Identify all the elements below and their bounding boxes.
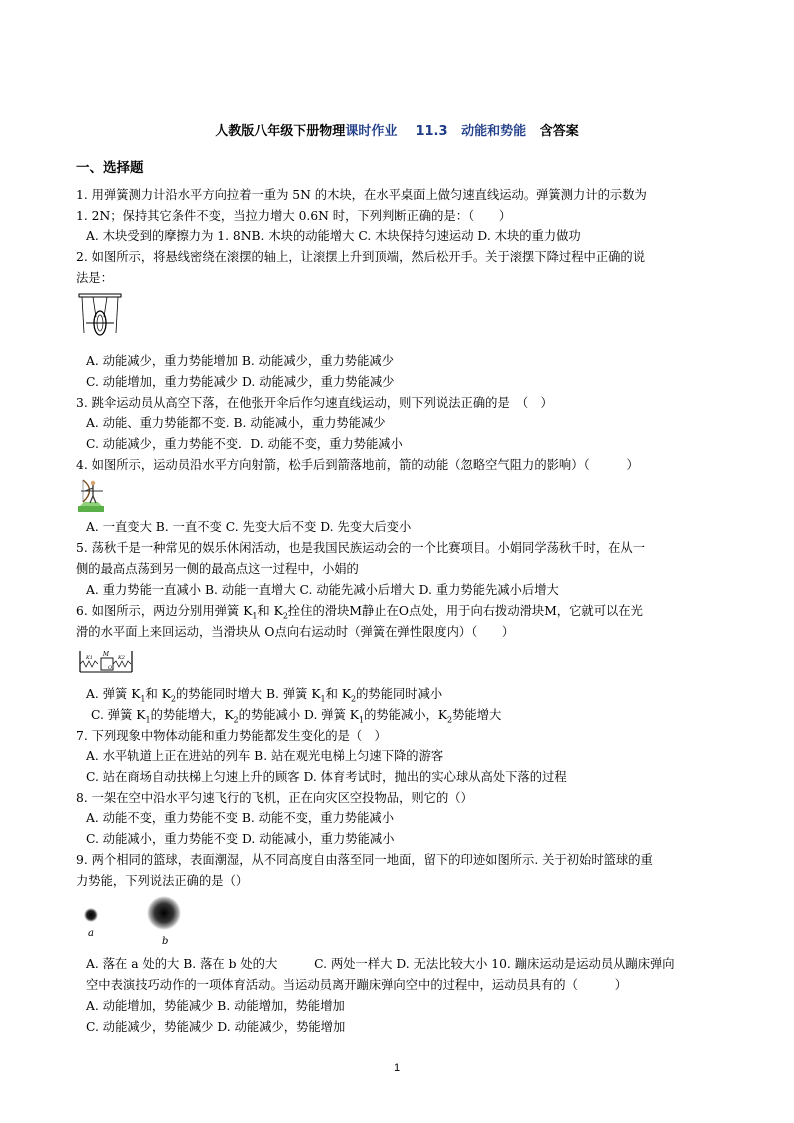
q7-options-2: C. 站在商场自动扶梯上匀速上升的顾客 D. 体育考试时，抛出的实心球从高处下落的过程 bbox=[86, 770, 567, 784]
title-chapter: 11.3 bbox=[415, 124, 448, 139]
ball-a-label: a bbox=[88, 928, 94, 939]
spring-k2-label: K2 bbox=[118, 655, 125, 661]
ball-b-label: b bbox=[162, 936, 169, 947]
q6-options-1: A. 弹簧 $K_1$和 $K_2$的势能同时增大 B. 弹簧 $K_1$和 $K_2$的势能同时减小 bbox=[86, 687, 443, 704]
archer-figure bbox=[78, 476, 104, 512]
title-homework: 课时作业 bbox=[345, 124, 398, 139]
q2-options-1: A. 动能减少，重力势能增加 B. 动能减少，重力势能减少 bbox=[86, 354, 394, 368]
ball-print-a bbox=[84, 908, 98, 922]
roller-pendulum-figure bbox=[78, 293, 122, 341]
q3-options-1: A. 动能、重力势能都不变. B. 动能减小，重力势能减少 bbox=[86, 416, 386, 430]
spring-k1-label: K1 bbox=[86, 655, 93, 661]
q1-options: A. 木块受到的摩擦力为 1. 8NB. 木块的动能增大 C. 木块保持匀速运动 D. 木块的重力做功 bbox=[86, 229, 581, 243]
q8-options-2: C. 动能减小，重力势能不变 D. 动能减小，重力势能减小 bbox=[86, 832, 395, 846]
q2-line-1: 2. 如图所示，将悬线密绕在滚摆的轴上，让滚摆上升到顶端，然后松开手。关于滚摆下降过程中正确的说 bbox=[76, 250, 646, 264]
ball-print-b bbox=[147, 896, 181, 930]
q6-line-2: 滑的水平面上来回运动，当滑块从 O点向右运动时（弹簧在弹性限度内）（ ） bbox=[76, 625, 515, 639]
q7-line-1: 7. 下列现象中物体动能和重力势能都发生变化的是（ ） bbox=[76, 729, 387, 743]
q2-line-2: 法是： bbox=[76, 271, 113, 285]
q9-options: A. 落在 a 处的大 B. 落在 b 处的大 C. 两处一样大 D. 无法比较大小 10. 蹦床运动是运动员从蹦床弹向 bbox=[86, 957, 675, 971]
q3-options-2: C. 动能减少，重力势能不变．D. 动能不变，重力势能减小 bbox=[86, 437, 403, 451]
q1-line-2: 1. 2N；保持其它条件不变，当拉力增大 0.6N 时，下列判断正确的是：（ ） bbox=[76, 209, 512, 223]
q3-line-1: 3. 跳伞运动员从高空下落，在他张开伞后作匀速直线运动，则下列说法正确的是 （ ） bbox=[76, 396, 553, 410]
q8-options-1: A. 动能不变，重力势能不变 B. 动能不变，重力势能减小 bbox=[86, 811, 394, 825]
q9-line-2: 力势能，下列说法正确的是（） bbox=[76, 874, 249, 888]
spring-m-label: M bbox=[102, 651, 110, 658]
q7-options-1: A. 水平轨道上正在进站的列车 B. 站在观光电梯上匀速下降的游客 bbox=[86, 749, 444, 763]
q6-options-2: C. 弹簧 $K_1$的势能增大，$K_2$的势能减小 D. 弹簧 $K_1$的势能减小，$K_2$势能增大 bbox=[91, 708, 502, 725]
section-heading: 一、选择题 bbox=[76, 160, 144, 176]
q9-line-1: 9. 两个相同的篮球，表面潮湿，从不同高度自由落至同一地面，留下的印迹如图所示. 关于初始时篮球的重 bbox=[76, 853, 653, 867]
page-number: 1 bbox=[393, 1062, 401, 1074]
title-suffix: 含答案 bbox=[539, 124, 579, 139]
q10-options-2: C. 动能减少，势能减少 D. 动能减少，势能增加 bbox=[86, 1020, 346, 1034]
q8-line-1: 8. 一架在空中沿水平匀速飞行的飞机，正在向灾区空投物品，则它的（） bbox=[76, 791, 473, 805]
ball-prints-figure bbox=[80, 896, 190, 948]
q5-line-1: 5. 荡秋千是一种常见的娱乐休闲活动，也是我国民族运动会的一个比赛项目。小娟同学荡秋千时，在从一 bbox=[76, 541, 646, 555]
spring-slider-figure bbox=[78, 648, 134, 676]
page-title bbox=[0, 120, 794, 139]
q2-options-2: C. 动能增加，重力势能减少 D. 动能减少，重力势能减少 bbox=[86, 375, 395, 389]
q10-options-1: A. 动能增加，势能减少 B. 动能增加，势能增加 bbox=[86, 999, 345, 1013]
q6-line-1: 6. 如图所示，两边分别用弹簧 $K_1$和 $K_2$拴住的滑块M静止在O点处，用于向右拨动滑块M，它就可以在光 bbox=[76, 604, 643, 621]
q1-line-1: 1. 用弹簧测力计沿水平方向拉着一重为 5N 的木块，在水平桌面上做匀速直线运动。弹簧测力计的示数为 bbox=[76, 188, 647, 202]
title-prefix: 人教版八年级下册物理 bbox=[215, 124, 346, 139]
title-topic: 动能和势能 bbox=[461, 124, 527, 139]
q5-options: A. 重力势能一直减小 B. 动能一直增大 C. 动能先减小后增大 D. 重力势能先减小后增大 bbox=[86, 583, 559, 597]
q4-options: A. 一直变大 B. 一直不变 C. 先变大后不变 D. 先变大后变小 bbox=[86, 520, 412, 534]
q4-line-1: 4. 如图所示，运动员沿水平方向射箭，松手后到箭落地前，箭的动能（忽略空气阻力的影响）（ ） bbox=[76, 458, 639, 472]
q10-line-2: 空中表演技巧动作的一项体育活动。当运动员离开蹦床弹向空中的过程中，运动员具有的（ ） bbox=[86, 978, 628, 992]
q5-line-2: 侧的最高点荡到另一侧的最高点这一过程中，小娟的 bbox=[76, 562, 359, 576]
spring-o-label: O bbox=[108, 665, 113, 671]
